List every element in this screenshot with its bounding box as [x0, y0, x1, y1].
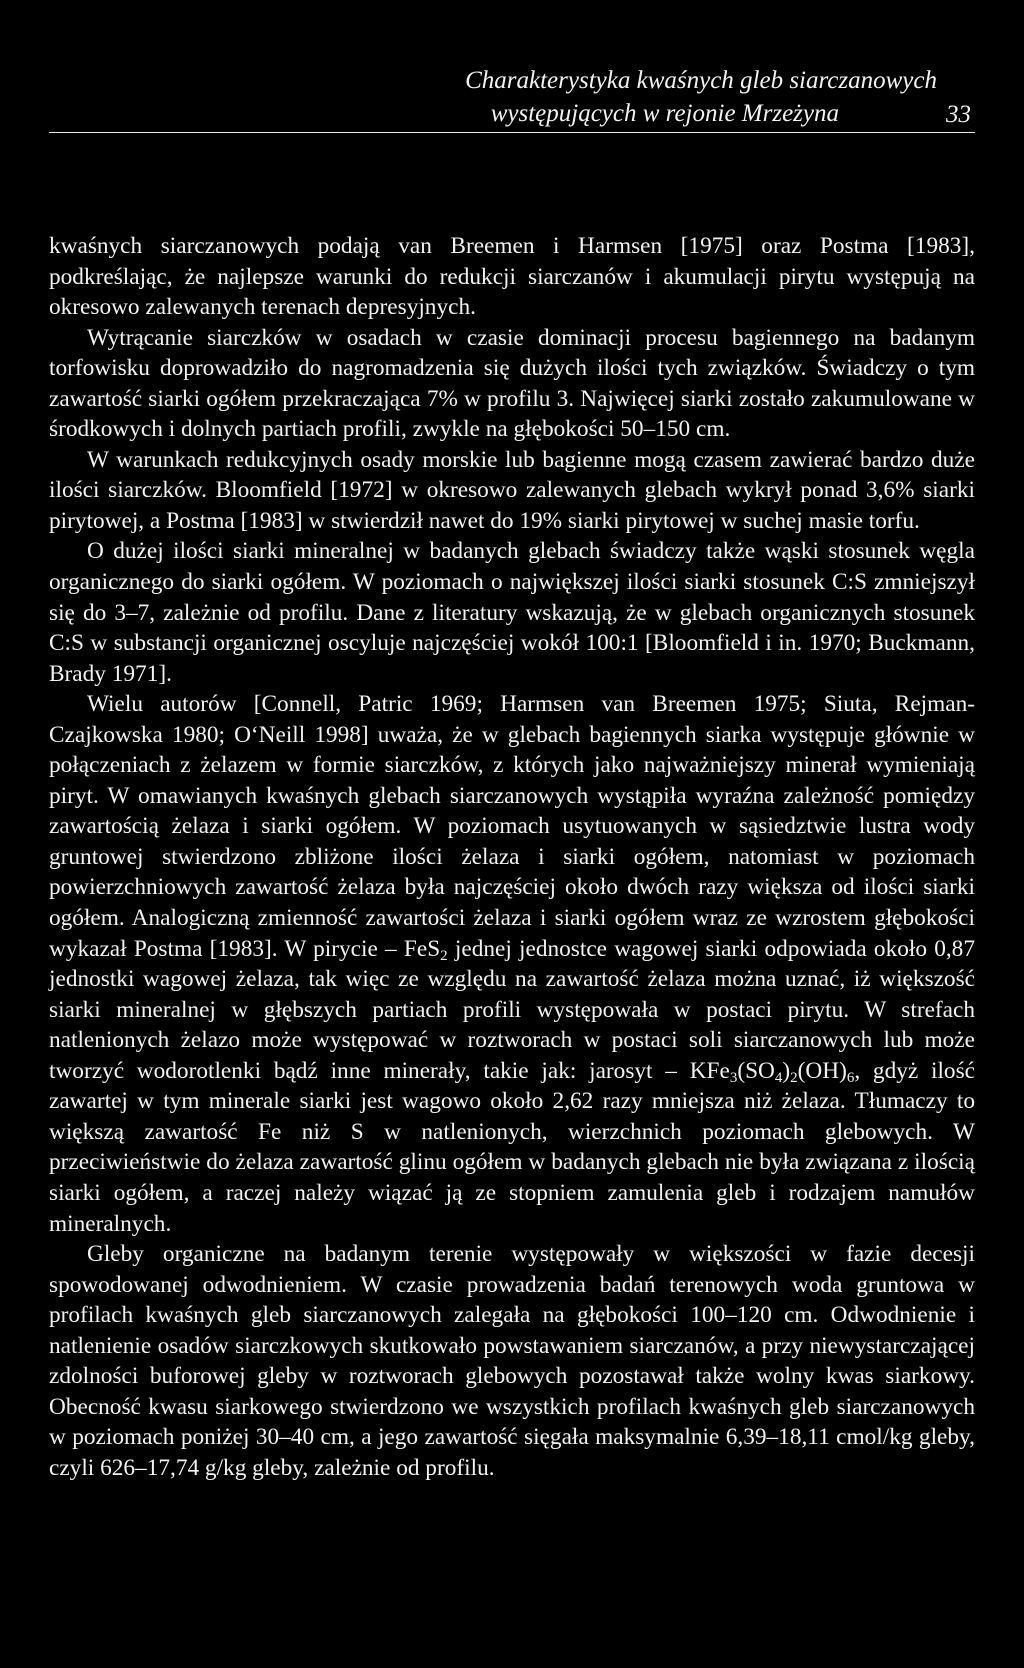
paragraph-5-text-b: jednej jednostce wagowej siarki odpowiada około 0,87 jednostki wagowej żelaza, tak więc ze względu na zawartość żelaza można uznać, iż większość siarki mineralnej w głębszych partiach profili występowała w postaci pirytu. W strefach natlenionych żelazo może występować w roztworach w postaci soli siarczanowych lub może tworzyć wodorotlenki bądź inne minerały, takie jak: jarosyt – KFe [49, 935, 975, 1084]
running-title-line-1: Charakterystyka kwaśnych gleb siarczanowych [465, 67, 937, 94]
paragraph-3: W warunkach redukcyjnych osady morskie lub bagienne mogą czasem zawierać bardzo duże ilości siarczków. Bloomfield [1972] w okresowo zalewanych glebach wykrył ponad 3,6% siarki pirytowej, a Postma [1983] w stwierdził nawet do 19% siarki pirytowej w suchej masie torfu. [49, 446, 975, 534]
formula-so: (SO [737, 1057, 775, 1084]
page-number: 33 [946, 101, 971, 128]
body-text [49, 231, 975, 1483]
paragraph-5-text-a: Wielu autorów [Connell, Patric 1969; Harmsen van Breemen 1975; Siuta, Rejman-Czajkowska 1980; O‘Neill 1998] uważa, że w glebach bagiennych siarka występuje głównie w połączeniach z żelazem w formie siarczków, z których jako najważniejszy minerał wymieniają piryt. W omawianych kwaśnych glebach siarczanowych wystąpiła wyraźna zależność pomiędzy zawartością żelaza i siarki ogółem. W poziomach usytuowanych w sąsiedztwie lustra wody gruntowej stwierdzono zbliżone ilości żelaza i siarki ogółem, natomiast w poziomach powierzchniowych zawartość żelaza była najczęściej około dwóch razy większa od ilości siarki ogółem. Analogiczną zmienność zawartości żelaza i siarki ogółem wraz ze wzrostem głębokości wykazał Postma [1983]. W pirycie – FeS [49, 691, 975, 962]
running-title-line-2: występujących w rejonie Mrzeżyna [490, 100, 839, 127]
formula-subscript-6: 6 [846, 1069, 855, 1086]
paragraph-5-text-c: , gdyż ilość zawartej w tym minerale siarki jest wagowo około 2,62 razy mniejsza niż żelaza. Tłumaczy to większą zawartość Fe niż S w natlenionych, wierzchnich poziomach glebowych. W przeciwieństwie do żelaza zawartość glinu ogółem w badanych glebach nie była związana z ilością siarki ogółem, a raczej należy wiązać ją ze stopniem zamulenia gleb i rodzajem namułów mineralnych. [49, 1057, 975, 1237]
formula-subscript-2: 2 [790, 1069, 798, 1086]
formula-subscript-3: 3 [729, 1069, 738, 1086]
paragraph-5 [49, 689, 975, 1239]
paragraph-1: kwaśnych siarczanowych podają van Breemen i Harmsen [1975] oraz Postma [1983], podkreślając, że najlepsze warunki do redukcji siarczanów i akumulacji pirytu występują na okresowo zalewanych terenach depresyjnych. [49, 233, 975, 321]
formula-close: ) [782, 1057, 791, 1084]
formula-subscript-4: 4 [774, 1069, 783, 1086]
paragraph-6: Gleby organiczne na badanym terenie występowały w większości w fazie decesji spowodowanej odwodnieniem. W czasie prowadzenia badań terenowych woda gruntowa w profilach kwaśnych gleb siarczanowych zalegała na głębokości 100–120 cm. Odwodnienie i natlenienie osadów siarczkowych skutkowało powstawaniem siarczanów, a przy niewystarczającej zdolności buforowej gleby w roztworach glebowych pozostawał także wolny kwas siarkowy. Obecność kwasu siarkowego stwierdzono we wszystkich profilach kwaśnych gleb siarczanowych w poziomach poniżej 30–40 cm, a jego zawartość sięgała maksymalnie 6,39–18,11 cmol/kg gleby, czyli 626–17,74 g/kg gleby, zależnie od profilu. [49, 1241, 975, 1481]
paragraph-4: O dużej ilości siarki mineralnej w badanych glebach świadczy także wąski stosunek węgla organicznego do siarki ogółem. W poziomach o największej ilości siarki stosunek C:S zmniejszył się do 3–7, zależnie od profilu. Dane z literatury wskazują, że w glebach organicznych stosunek C:S w substancji organicznej oscyluje najczęściej wokół 100:1 [Bloomfield i in. 1970; Buckmann, Brady 1971]. [49, 538, 975, 687]
running-title [49, 64, 975, 130]
running-header [49, 60, 975, 133]
fes2-subscript: 2 [440, 947, 448, 964]
formula-oh: (OH) [797, 1057, 847, 1084]
paragraph-2: Wytrącanie siarczków w osadach w czasie dominacji procesu bagiennego na badanym torfowisku doprowadziło do nagromadzenia się dużych ilości tych związków. Świadczy o tym zawartość siarki ogółem przekraczająca 7% w profilu 3. Najwięcej siarki zostało zakumulowane w środkowych i dolnych partiach profili, zwykle na głębokości 50–150 cm. [49, 324, 975, 443]
page [49, 60, 975, 1483]
